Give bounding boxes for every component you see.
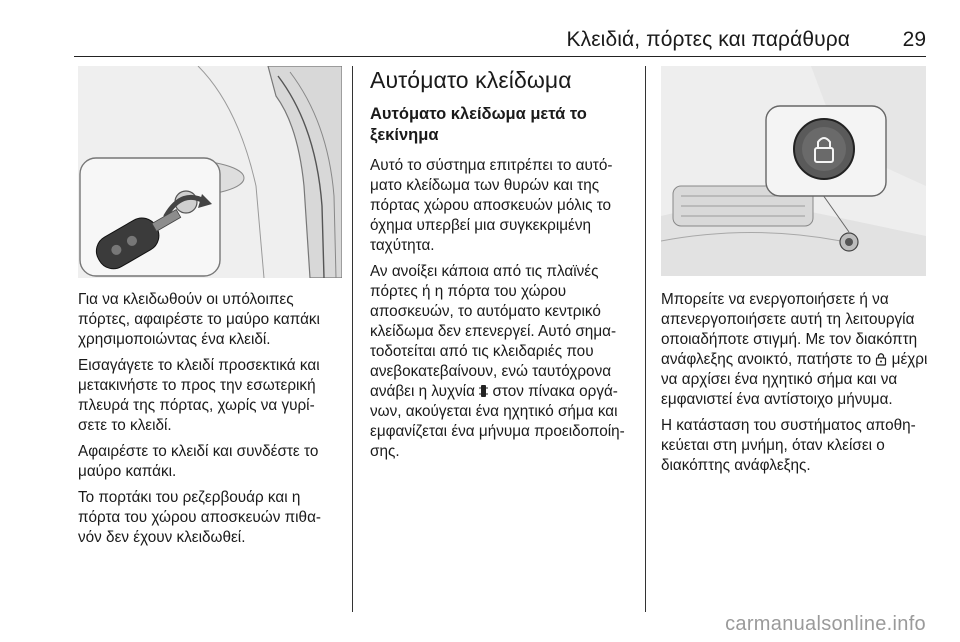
central-lock-button-illustration xyxy=(661,66,926,276)
key-in-door-lock-illustration xyxy=(78,66,342,278)
column-3 xyxy=(661,290,929,482)
paragraph-text: Αν ανοίξει κάποια από τις πλαϊνές πόρτες ή η πόρτα του χώρου αποσκευών, το αυτόματο κεντρικό κλείδωμα δεν επενεργεί. Αυτό σημα- τοδοτείται από τις κλειδαριές που ανεβοκατεβαίνουν, ενώ ταυτόχρονα ανάβει η λυχνία xyxy=(370,263,617,400)
section-heading: Αυτόματο κλείδωμα xyxy=(370,67,572,93)
paragraph-text: στον πίνακα οργά- νων, ακούγεται ένα ηχητικό σήμα και εμφανίζεται ένα μήνυμα προειδοποίη- σης. xyxy=(370,383,625,460)
page-header xyxy=(0,0,960,58)
key-door-figure xyxy=(78,66,342,278)
paragraph-text: μέχρι να αρχίσει ένα ηχητικό σήμα και να εμφανιστεί ένα αντίστοιχο μήνυμα. xyxy=(661,351,928,408)
paragraph xyxy=(370,262,636,462)
lock-button-figure xyxy=(661,66,926,276)
header-rule xyxy=(74,56,926,57)
paragraph: Αφαιρέστε το κλειδί και συνδέστε το μαύρο καπάκι. xyxy=(78,443,319,480)
paragraph: Για να κλειδωθούν οι υπόλοιπες πόρτες, αφαιρέστε το μαύρο καπάκι χρησιμοποιώντας ένα κλειδί. xyxy=(78,291,320,348)
column-divider-right xyxy=(645,66,646,612)
column-1 xyxy=(78,290,344,554)
paragraph: Το πορτάκι του ρεζερβουάρ και η πόρτα του χώρου αποσκευών πιθα- νόν δεν έχουν κλειδωθεί. xyxy=(78,489,322,546)
paragraph: Αυτό το σύστημα επιτρέπει το αυτό- ματο κλείδωμα των θυρών και της πόρτας χώρου αποσκευών μόλις το όχημα υπερβεί μια συγκεκριμένη ταχύτητα. xyxy=(370,157,613,254)
padlock-button-icon xyxy=(875,352,887,366)
paragraph: Εισαγάγετε το κλειδί προσεκτικά και μετακινήστε το προς την εσωτερική πλευρά της πόρτας, χωρίς να γυρί- σετε το κλειδί. xyxy=(78,357,320,434)
subsection-heading: Αυτόματο κλείδωμα μετά το ξεκίνημα xyxy=(370,105,587,144)
paragraph-text: Μπορείτε να ενεργοποιήσετε ή να απενεργοποιήσετε αυτή τη λειτουργία οποιαδήποτε στιγμή. Με τον διακόπτη ανάφλεξης ανοικτό, πατήστε το xyxy=(661,291,918,368)
watermark: carmanualsonline.info xyxy=(725,613,926,635)
paragraph: Η κατάσταση του συστήματος αποθη- κεύεται στη μνήμη, όταν κλείσει ο διακόπτης ανάφλεξης. xyxy=(661,417,916,474)
page-number: 29 xyxy=(902,28,926,51)
column-divider-left xyxy=(352,66,353,612)
column-2 xyxy=(370,66,636,468)
door-open-lamp-icon xyxy=(479,384,488,398)
paragraph xyxy=(661,290,929,410)
section-title: Κλειδιά, πόρτες και παράθυρα xyxy=(566,28,850,51)
